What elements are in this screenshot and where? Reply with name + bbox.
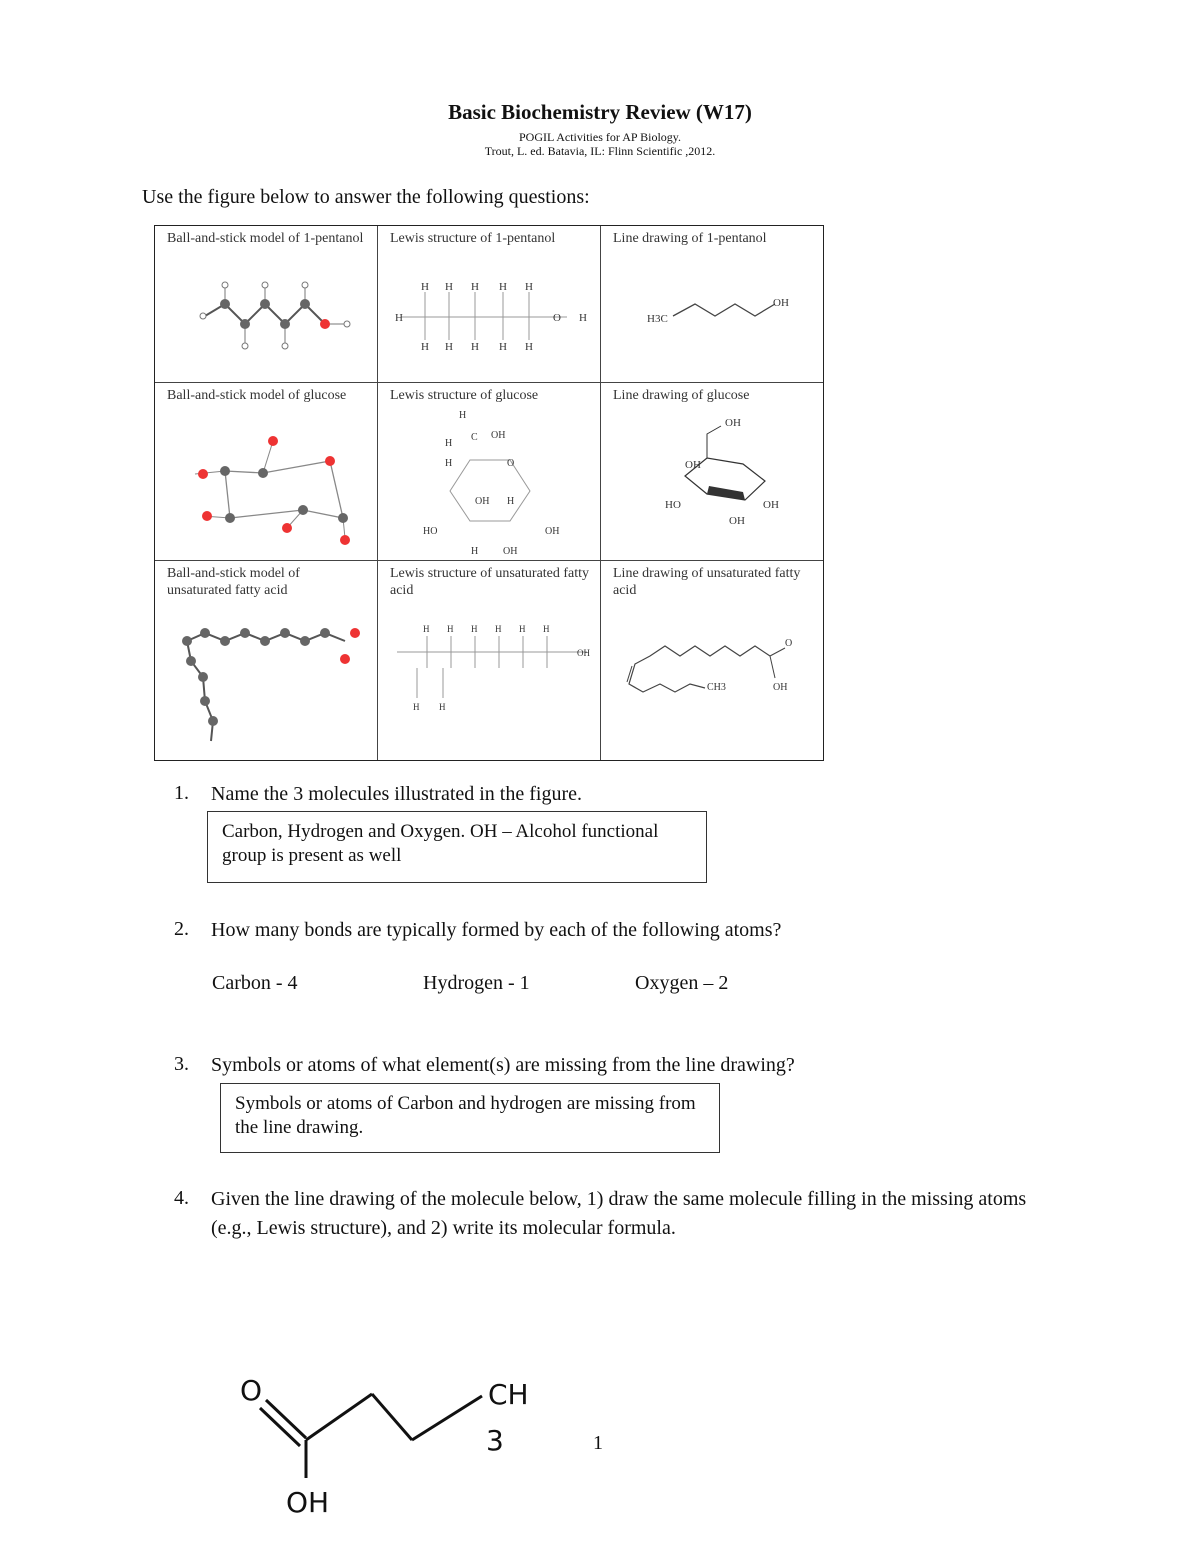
- line-pentanol-diagram: [645, 286, 815, 336]
- caption-ball-stick-fatty-acid: Ball-and-stick model of unsaturated fatty acid: [167, 566, 300, 598]
- caption-lewis-glucose: Lewis structure of glucose: [390, 388, 539, 403]
- caption-line-pentanol: Line drawing of 1-pentanol: [613, 231, 767, 246]
- svg-text:HO: HO: [423, 526, 438, 537]
- intro-text: Use the figure below to answer the following questions:: [142, 186, 590, 208]
- caption-ball-stick-pentanol: Ball-and-stick model of 1-pentanol: [167, 231, 364, 246]
- lewis-glucose-diagram: [395, 406, 595, 556]
- svg-text:OH: OH: [729, 515, 745, 527]
- line-fatty-acid-diagram: [615, 626, 820, 716]
- oxygen-label: O: [240, 1374, 263, 1407]
- svg-text:H: H: [471, 546, 479, 556]
- svg-text:H: H: [525, 341, 533, 353]
- answer-3-box[interactable]: Symbols or atoms of Carbon and hydrogen are missing from the line drawing.: [220, 1083, 720, 1153]
- methyl-subscript: 3: [486, 1424, 504, 1457]
- ball-stick-glucose-diagram: [175, 416, 375, 556]
- hydrogen-bonds: Hydrogen - 1: [423, 972, 530, 994]
- svg-text:H: H: [471, 281, 479, 293]
- svg-text:H: H: [471, 341, 479, 353]
- answer-1-box[interactable]: Carbon, Hydrogen and Oxygen. OH – Alcohol functional group is present as well: [207, 811, 707, 883]
- svg-text:H: H: [395, 312, 403, 324]
- ball-stick-fatty-acid-diagram: [165, 611, 375, 751]
- citation-line-2: Trout, L. ed. Batavia, IL: Flinn Scientific ,2012.: [484, 144, 716, 158]
- svg-text:OH: OH: [491, 430, 506, 441]
- methyl-label: CH: [488, 1378, 529, 1411]
- caption-line-glucose: Line drawing of glucose: [613, 388, 750, 403]
- oxygen-bonds: Oxygen – 2: [635, 972, 729, 994]
- figure-divider: [377, 226, 378, 760]
- svg-text:H: H: [519, 624, 526, 634]
- svg-text:OH: OH: [545, 526, 560, 537]
- svg-text:O: O: [507, 458, 515, 469]
- svg-text:H: H: [445, 438, 453, 449]
- svg-text:H: H: [499, 281, 507, 293]
- svg-text:H: H: [543, 624, 550, 634]
- question-number: 4.: [174, 1187, 189, 1209]
- svg-text:H: H: [421, 341, 429, 353]
- caption-line-fatty-acid: Line drawing of unsaturated fatty acid: [613, 566, 801, 598]
- butanoic-acid-line-drawing: [200, 1360, 560, 1540]
- lewis-pentanol-diagram: [387, 276, 597, 366]
- line-glucose-diagram: [645, 406, 815, 546]
- svg-text:H: H: [459, 410, 467, 421]
- svg-text:OH: OH: [685, 459, 701, 471]
- svg-text:H: H: [413, 702, 420, 712]
- question-number: 2.: [174, 918, 189, 940]
- svg-text:OH: OH: [475, 496, 490, 507]
- svg-text:H: H: [445, 458, 453, 469]
- citation-line-1: POGIL Activities for AP Biology.: [519, 130, 681, 144]
- carbon-bonds: Carbon - 4: [212, 972, 298, 994]
- svg-text:H: H: [439, 702, 446, 712]
- figure-divider: [155, 560, 823, 561]
- question-3-text: Symbols or atoms of what element(s) are missing from the line drawing?: [211, 1054, 795, 1076]
- question-1-text: Name the 3 molecules illustrated in the figure.: [211, 783, 582, 805]
- svg-text:H: H: [525, 281, 533, 293]
- question-2-text: How many bonds are typically formed by each of the following atoms?: [211, 919, 782, 941]
- question-number: 3.: [174, 1053, 189, 1075]
- svg-text:OH: OH: [503, 546, 518, 556]
- ball-stick-pentanol-diagram: [185, 276, 375, 356]
- svg-text:H: H: [445, 341, 453, 353]
- svg-text:O: O: [553, 312, 561, 324]
- svg-text:H: H: [421, 281, 429, 293]
- svg-text:OH: OH: [725, 417, 741, 429]
- svg-text:OH: OH: [577, 648, 590, 658]
- svg-text:C: C: [471, 432, 478, 443]
- lewis-fatty-acid-diagram: [387, 618, 597, 718]
- molecule-figure: [154, 225, 824, 761]
- svg-text:HO: HO: [665, 499, 681, 511]
- caption-lewis-fatty-acid: Lewis structure of unsaturated fatty acid: [390, 566, 590, 598]
- page-number: 1: [593, 1432, 603, 1454]
- svg-text:H: H: [423, 624, 430, 634]
- svg-text:H: H: [445, 281, 453, 293]
- figure-divider: [600, 226, 601, 760]
- svg-text:OH: OH: [763, 499, 779, 511]
- hydroxyl-label: OH: [286, 1486, 330, 1519]
- svg-text:H: H: [507, 496, 515, 507]
- question-number: 1.: [174, 782, 189, 804]
- svg-text:H: H: [471, 624, 478, 634]
- figure-divider: [155, 382, 823, 383]
- caption-ball-stick-glucose: Ball-and-stick model of glucose: [167, 388, 347, 403]
- svg-text:CH3: CH3: [707, 682, 726, 693]
- svg-text:H: H: [447, 624, 454, 634]
- svg-text:H: H: [495, 624, 502, 634]
- page-title: Basic Biochemistry Review (W17): [448, 100, 752, 124]
- svg-text:H: H: [579, 312, 587, 324]
- svg-text:OH: OH: [773, 297, 789, 309]
- caption-lewis-pentanol: Lewis structure of 1-pentanol: [390, 231, 556, 246]
- svg-text:O: O: [785, 638, 793, 649]
- svg-text:OH: OH: [773, 682, 788, 693]
- question-4-text: Given the line drawing of the molecule below, 1) draw the same molecule filling in the missing atoms (e.g., Lewis structure), and 2) write its molecular formula.: [211, 1188, 1027, 1239]
- svg-text:H: H: [499, 341, 507, 353]
- svg-text:H3C: H3C: [647, 313, 668, 325]
